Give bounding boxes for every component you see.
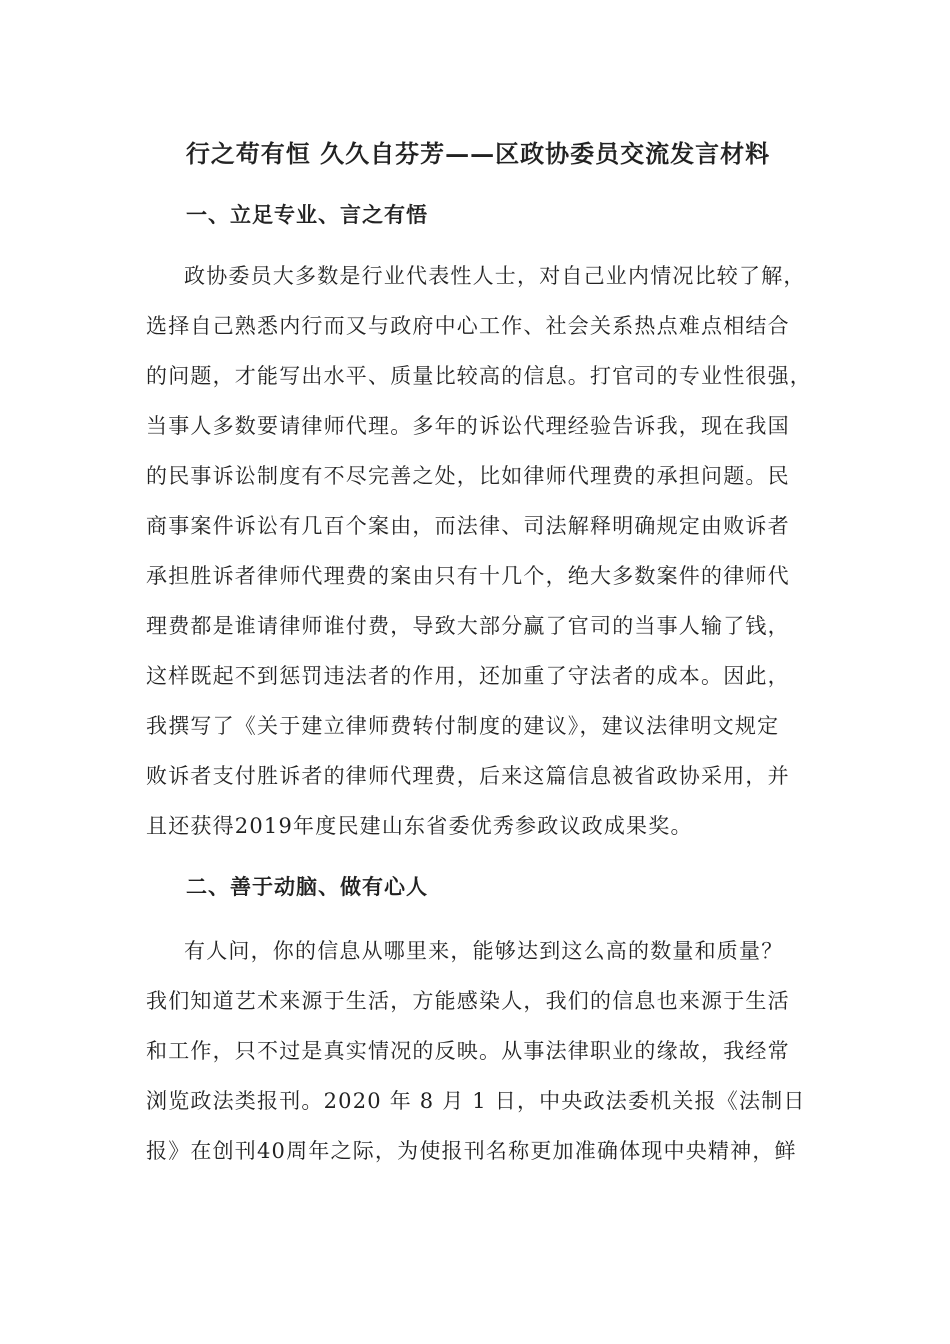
paragraph-line: 和工作，只不过是真实情况的反映。从事法律职业的缘故，我经常: [146, 1039, 790, 1063]
paragraph-line: 的民事诉讼制度有不尽完善之处，比如律师代理费的承担问题。民: [146, 464, 790, 488]
paragraph-line: 理费都是谁请律师谁付费，导致大部分赢了官司的当事人输了钱，: [146, 614, 790, 638]
paragraph-line: 商事案件诉讼有几百个案由，而法律、司法解释明确规定由败诉者: [146, 514, 790, 538]
paragraph-line: 败诉者支付胜诉者的律师代理费，后来这篇信息被省政协采用，并: [146, 764, 790, 788]
paragraph-line: 我撰写了《关于建立律师费转付制度的建议》，建议法律明文规定: [146, 714, 780, 738]
paragraph-line: 浏览政法类报刊。2020 年 8 月 1 日，中央政法委机关报《法制日: [146, 1089, 806, 1113]
paragraph-line: 承担胜诉者律师代理费的案由只有十几个，绝大多数案件的律师代: [146, 564, 790, 588]
section-1-paragraph: [146, 251, 812, 851]
document-title: 行之苟有恒 久久自芬芳——区政协委员交流发言材料: [185, 139, 771, 168]
paragraph-line: 这样既起不到惩罚违法者的作用，还加重了守法者的成本。因此，: [146, 664, 790, 688]
paragraph-line: 报》在创刊40周年之际，为使报刊名称更加准确体现中央精神，鲜: [146, 1139, 797, 1163]
paragraph-line: 选择自己熟悉内行而又与政府中心工作、社会关系热点难点相结合: [146, 314, 790, 338]
paragraph-line: 我们知道艺术来源于生活，方能感染人，我们的信息也来源于生活: [146, 989, 790, 1013]
paragraph-line: 的问题，才能写出水平、质量比较高的信息。打官司的专业性很强，: [146, 364, 812, 388]
paragraph-line: 政协委员大多数是行业代表性人士，对自己业内情况比较了解，: [184, 264, 806, 288]
section-2-paragraph: [146, 926, 806, 1176]
paragraph-line: 当事人多数要请律师代理。多年的诉讼代理经验告诉我，现在我国: [146, 414, 790, 438]
section-heading-2: 二、善于动脑、做有心人: [186, 874, 428, 899]
section-heading-1: 一、立足专业、言之有悟: [186, 202, 428, 227]
paragraph-line: 且还获得2019年度民建山东省委优秀参政议政成果奖。: [146, 814, 693, 838]
paragraph-line: 有人问，你的信息从哪里来，能够达到这么高的数量和质量？: [184, 939, 784, 963]
